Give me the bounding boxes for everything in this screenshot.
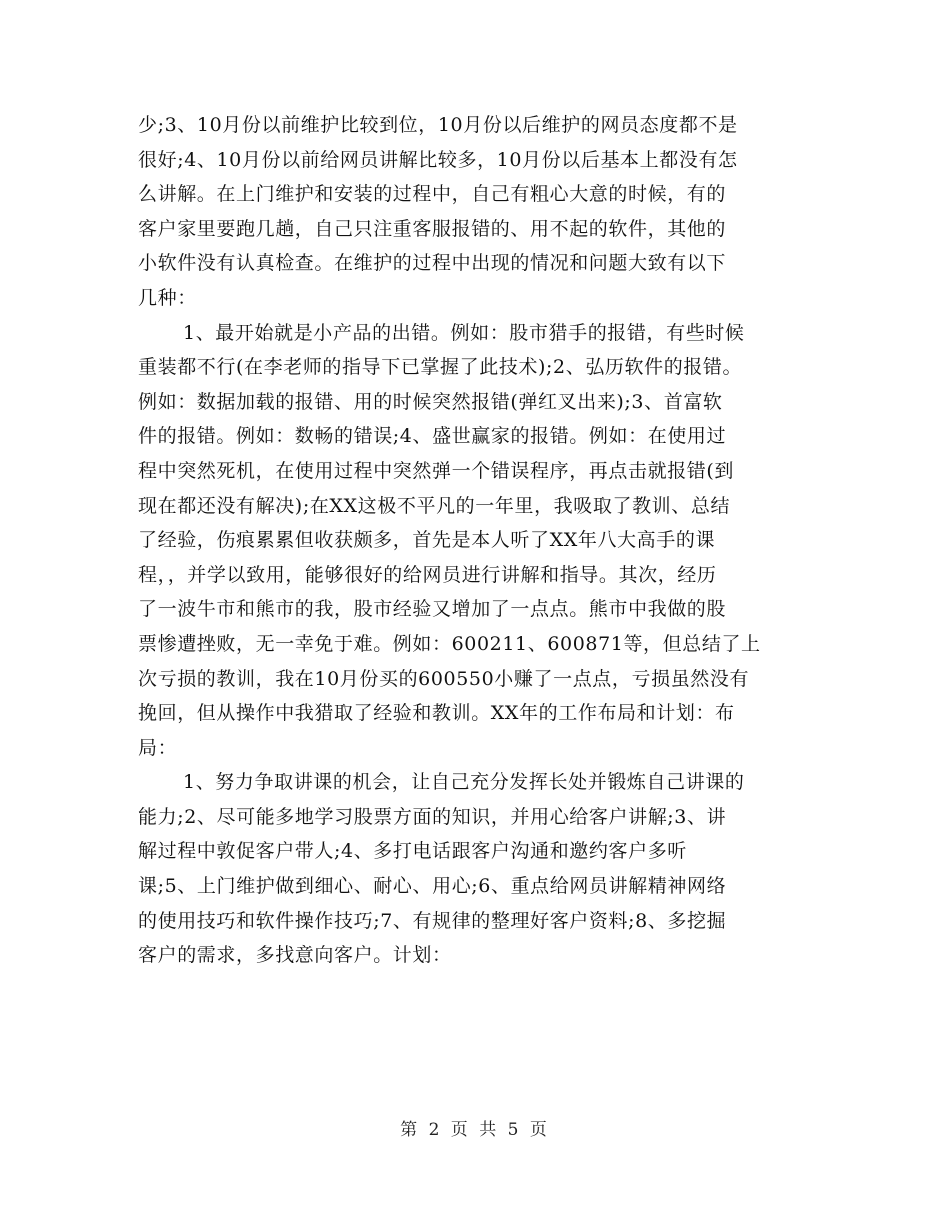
text-line: 么讲解。在上门维护和安装的过程中，自己有粗心大意的时候，有的 xyxy=(138,183,727,206)
text-line: 例如：数据加载的报错、用的时候突然报错(弹红叉出来);3、首富软 xyxy=(138,390,723,413)
paragraph-2 xyxy=(138,316,814,766)
text-line: 票惨遭挫败，无一幸免于难。例如：600211、600871等，但总结了上 xyxy=(138,632,761,655)
paragraph-3 xyxy=(138,765,814,973)
text-line: 局： xyxy=(138,736,178,759)
text-line: 程，，并学以致用，能够很好的给网员进行讲解和指导。其次，经历 xyxy=(138,563,717,586)
body-text xyxy=(138,108,814,973)
text-line: 客户的需求，多找意向客户。计划： xyxy=(138,944,452,967)
text-line: 程中突然死机，在使用过程中突然弹一个错误程序，再点击就报错(到 xyxy=(138,459,735,482)
text-line: 件的报错。例如：数畅的错误;4、盛世赢家的报错。例如：在使用过 xyxy=(138,425,727,448)
text-line: 课;5、上门维护做到细心、耐心、用心;6、重点给网员讲解精神网络 xyxy=(138,875,727,898)
text-line: 几种： xyxy=(138,286,197,309)
text-line: 能力;2、尽可能多地学习股票方面的知识，并用心给客户讲解;3、讲 xyxy=(138,805,727,828)
text-line: 很好;4、10月份以前给网员讲解比较多，10月份以后基本上都没有怎 xyxy=(138,148,738,171)
text-line: 小软件没有认真检查。在维护的过程中出现的情况和问题大致有以下 xyxy=(138,252,727,275)
text-line: 了一波牛市和熊市的我，股市经验又增加了一点点。熊市中我做的股 xyxy=(138,598,727,621)
text-line: 解过程中敦促客户带人;4、多打电话跟客户沟通和邀约客户多听 xyxy=(138,840,687,863)
text-line: 1、努力争取讲课的机会，让自己充分发挥长处并锻炼自己讲课的 xyxy=(183,771,745,794)
text-line: 的使用技巧和软件操作技巧;7、有规律的整理好客户资料;8、多挖掘 xyxy=(138,909,727,932)
page-footer: 第 2 页 共 5 页 xyxy=(400,1120,550,1140)
text-line: 了经验，伤痕累累但收获颇多，首先是本人听了XX年八大高手的课 xyxy=(138,529,716,552)
text-line: 客户家里要跑几趟，自己只注重客服报错的、用不起的软件，其他的 xyxy=(138,217,727,240)
text-line: 现在都还没有解决);在XX这极不平凡的一年里，我吸取了教训、总结 xyxy=(138,494,731,517)
text-line: 挽回，但从操作中我猎取了经验和教训。XX年的工作布局和计划：布 xyxy=(138,702,735,725)
text-line: 1、最开始就是小产品的出错。例如：股市猎手的报错，有些时候 xyxy=(183,321,745,344)
paragraph-1 xyxy=(138,108,814,316)
text-line: 重装都不行(在李老师的指导下已掌握了此技术);2、弘历软件的报错。 xyxy=(138,356,743,379)
text-line: 少;3、10月份以前维护比较到位，10月份以后维护的网员态度都不是 xyxy=(138,114,738,136)
text-line: 次亏损的教训，我在10月份买的600550小赚了一点点，亏损虽然没有 xyxy=(138,667,750,690)
